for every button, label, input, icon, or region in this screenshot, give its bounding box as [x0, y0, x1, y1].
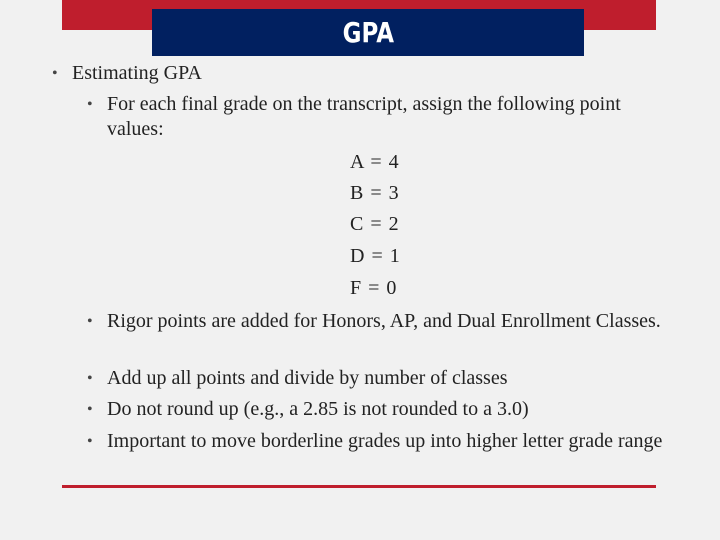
bullet-dot-icon: • — [87, 433, 93, 450]
bullet-dot-icon: • — [87, 96, 93, 113]
bullet-estimating-gpa — [52, 61, 672, 86]
bullet-text: Add up all points and divide by number of classes — [107, 367, 508, 389]
bullet-dot-icon: • — [87, 313, 93, 330]
bullet-borderline-grades — [87, 429, 677, 454]
bullet-text: Do not round up (e.g., a 2.85 is not rounded to a 3.0) — [107, 398, 529, 420]
bullet-text: Rigor points are added for Honors, AP, and Dual Enrollment Classes. — [107, 310, 661, 332]
bullet-text: Important to move borderline grades up into higher letter grade range — [107, 430, 663, 452]
bullet-text: Estimating GPA — [72, 62, 202, 84]
bullet-add-points — [87, 366, 667, 391]
footer-red-rule — [62, 485, 656, 488]
bullet-rigor-points — [87, 309, 667, 334]
bullet-dot-icon: • — [87, 370, 93, 387]
bullet-dot-icon: • — [52, 65, 58, 82]
bullet-dot-icon: • — [87, 401, 93, 418]
grade-a: A = 4 — [350, 151, 400, 173]
title-box — [152, 9, 584, 56]
bullet-text: For each final grade on the transcript, assign the following point values: — [107, 93, 621, 140]
bullet-no-rounding — [87, 397, 667, 422]
grade-b: B = 3 — [350, 182, 400, 204]
bullet-point-values — [87, 92, 637, 142]
grade-c: C = 2 — [350, 213, 400, 235]
grade-d: D = 1 — [350, 245, 401, 267]
grade-f: F = 0 — [350, 277, 398, 299]
slide-title: GPA — [342, 16, 394, 49]
